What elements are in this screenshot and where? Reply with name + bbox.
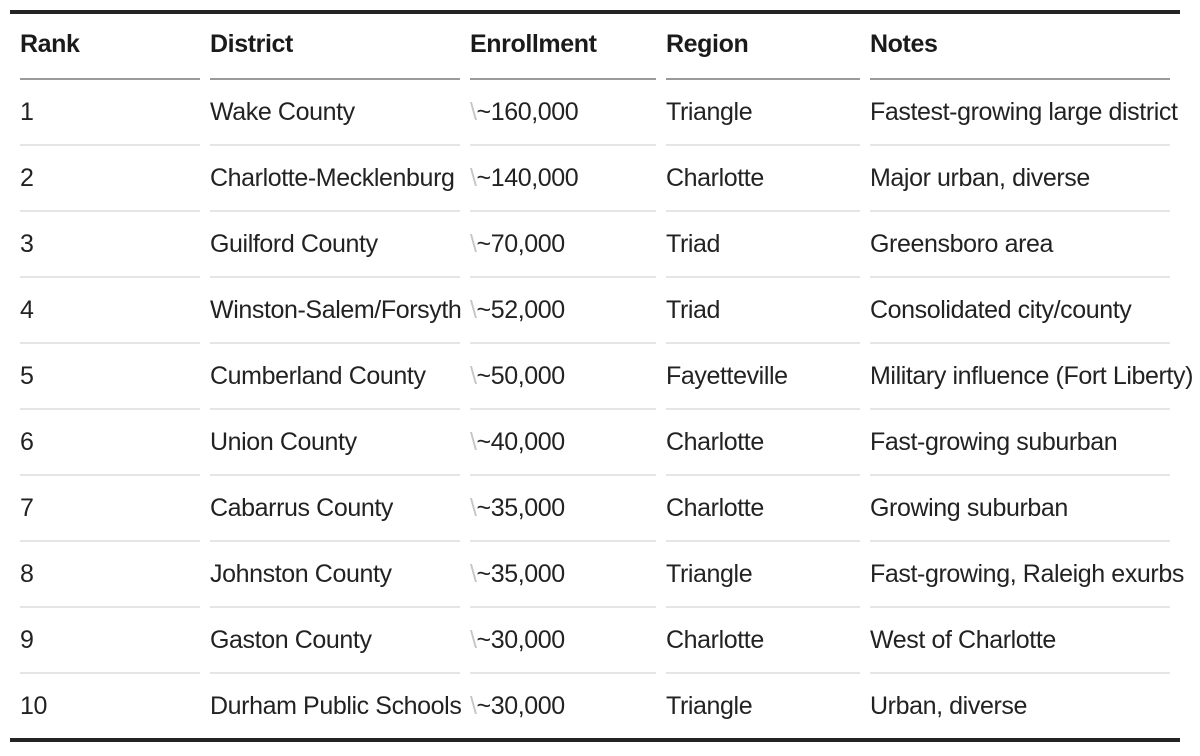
cell-region: Fayetteville: [666, 344, 860, 410]
cell-district: Charlotte-Mecklenburg: [210, 146, 460, 212]
cell-notes: Military influence (Fort Liberty): [870, 344, 1170, 410]
cell-region: Charlotte: [666, 410, 860, 476]
cell-notes: Growing suburban: [870, 476, 1170, 542]
cell-rank: 2: [20, 146, 200, 212]
enrollment-value: ~160,000: [476, 98, 579, 126]
escape-backslash: \: [470, 428, 477, 456]
table-row: [20, 80, 1170, 146]
cell-region: Triangle: [666, 542, 860, 608]
districts-table: [10, 14, 1194, 738]
cell-region: Triad: [666, 278, 860, 344]
table-header: [20, 14, 1170, 80]
escape-backslash: \: [470, 560, 477, 588]
cell-district: Cabarrus County: [210, 476, 460, 542]
cell-district: Gaston County: [210, 608, 460, 674]
enrollment-value: ~30,000: [476, 626, 565, 654]
cell-district: Wake County: [210, 80, 460, 146]
column-header-district: District: [210, 14, 460, 80]
table-row: [20, 542, 1170, 608]
enrollment-value: ~35,000: [476, 560, 565, 588]
cell-notes: Major urban, diverse: [870, 146, 1170, 212]
escape-backslash: \: [470, 362, 477, 390]
cell-rank: 10: [20, 692, 48, 720]
cell-rank: 7: [20, 476, 200, 542]
cell-rank: 6: [20, 410, 200, 476]
enrollment-value: ~35,000: [476, 494, 565, 522]
cell-enrollment: [470, 542, 656, 608]
table-row: [20, 476, 1170, 542]
cell-rank: 5: [20, 344, 200, 410]
column-header-rank: Rank: [20, 14, 200, 80]
cell-notes: Greensboro area: [870, 212, 1170, 278]
cell-enrollment: [470, 212, 656, 278]
enrollment-value: ~30,000: [476, 692, 565, 720]
table-row: [20, 278, 1170, 344]
cell-region: Triad: [666, 212, 860, 278]
cell-rank: 4: [20, 278, 200, 344]
enrollment-value: ~140,000: [476, 164, 579, 192]
cell-notes: Urban, diverse: [870, 692, 1027, 720]
escape-backslash: \: [470, 296, 477, 324]
enrollment-value: ~50,000: [476, 362, 565, 390]
cell-region: Charlotte: [666, 146, 860, 212]
cell-notes: Consolidated city/county: [870, 278, 1170, 344]
escape-backslash: \: [470, 164, 477, 192]
cell-enrollment: [470, 608, 656, 674]
cell-region: Charlotte: [666, 476, 860, 542]
cell-region: Triangle: [666, 692, 753, 720]
escape-backslash: \: [470, 230, 477, 258]
districts-table-container: [10, 10, 1194, 742]
column-header-enrollment: Enrollment: [470, 14, 656, 80]
cell-rank: 8: [20, 542, 200, 608]
cell-enrollment: [470, 344, 656, 410]
escape-backslash: \: [470, 494, 477, 522]
cell-region: Charlotte: [666, 608, 860, 674]
cell-notes: Fast-growing suburban: [870, 410, 1170, 476]
escape-backslash: \: [470, 692, 477, 720]
enrollment-value: ~52,000: [476, 296, 565, 324]
header-row: [20, 14, 1170, 80]
cell-notes: Fast-growing, Raleigh exurbs: [870, 542, 1170, 608]
table-row: [20, 344, 1170, 410]
cell-enrollment: [470, 80, 656, 146]
column-header-region: Region: [666, 14, 860, 80]
cell-notes: Fastest-growing large district: [870, 80, 1170, 146]
table-body: [20, 80, 1194, 738]
cell-region: Triangle: [666, 80, 860, 146]
cell-rank: 9: [20, 608, 200, 674]
table-row: [20, 146, 1170, 212]
cell-district: Durham Public Schools: [210, 692, 462, 720]
cell-district: Johnston County: [210, 542, 460, 608]
escape-backslash: \: [470, 626, 477, 654]
table-row: [20, 608, 1170, 674]
cell-district: Winston-Salem/Forsyth: [210, 278, 460, 344]
enrollment-value: ~70,000: [476, 230, 565, 258]
cell-notes: West of Charlotte: [870, 608, 1170, 674]
table-row: [20, 212, 1170, 278]
column-header-notes: Notes: [870, 14, 1170, 80]
cell-enrollment: [470, 278, 656, 344]
cell-enrollment: [470, 674, 656, 738]
table-row: [20, 674, 1170, 738]
cell-enrollment: [470, 476, 656, 542]
cell-district: Guilford County: [210, 212, 460, 278]
cell-district: Cumberland County: [210, 344, 460, 410]
cell-rank: 3: [20, 212, 200, 278]
cell-district: Union County: [210, 410, 460, 476]
enrollment-value: ~40,000: [476, 428, 565, 456]
escape-backslash: \: [470, 98, 477, 126]
cell-enrollment: [470, 146, 656, 212]
cell-enrollment: [470, 410, 656, 476]
cell-rank: 1: [20, 80, 200, 146]
table-row: [20, 410, 1170, 476]
